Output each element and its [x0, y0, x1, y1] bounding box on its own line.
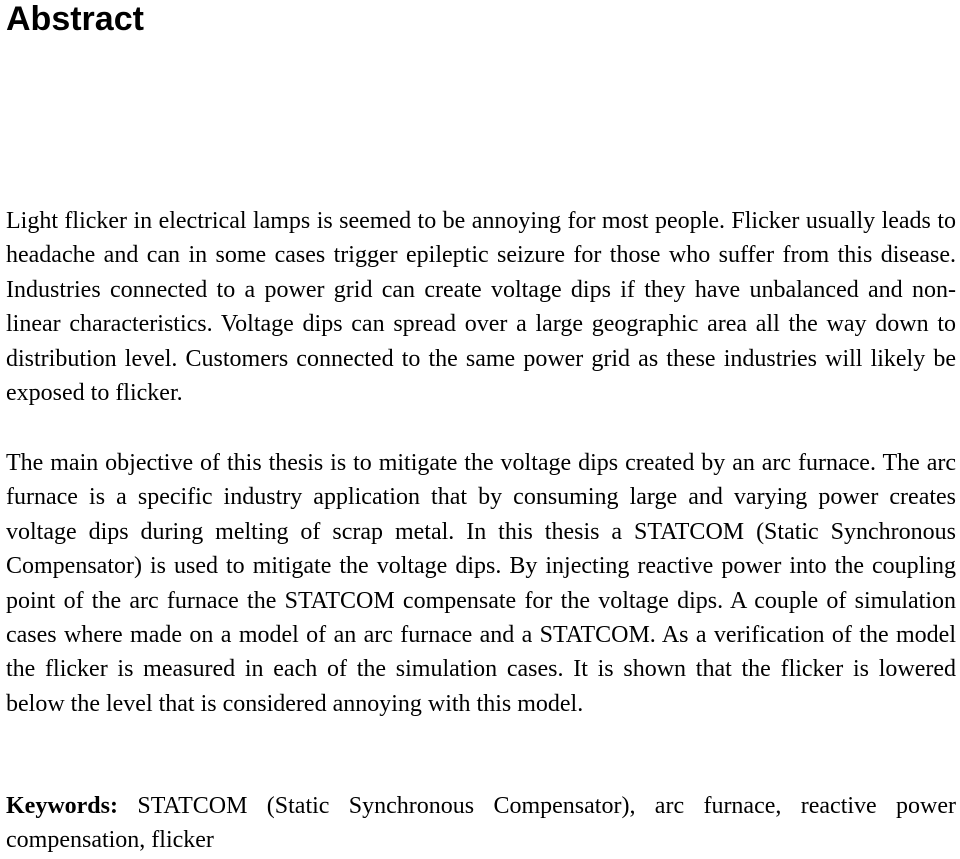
abstract-paragraph-2: The main objective of this thesis is to mitigate the voltage dips created by an arc furnace. The arc furnace is a specific industry application that by consuming large and varying power creates voltage dips during melting of scrap metal. In this thesis a STATCOM (Static Synchronous Compensator) is used to mitigate the voltage dips. By injecting reactive power into the coupling point of the arc furnace the STATCOM compensate for the voltage dips. A couple of simulation cases where made on a model of an arc furnace and a STATCOM. As a verification of the model the flicker is measured in each of the simulation cases. It is shown that the flicker is lowered below the level that is considered annoying with this model.	[6, 450, 956, 717]
keywords-paragraph	[6, 789, 956, 858]
keywords-text: STATCOM (Static Synchronous Compensator), arc furnace, reactive power compensation, flicker	[6, 793, 957, 854]
abstract-heading: Abstract	[6, 0, 144, 38]
keywords-label: Keywords:	[6, 793, 118, 819]
abstract-paragraph-1: Light flicker in electrical lamps is seemed to be annoying for most people. Flicker usually leads to headache and can in some cases trigger epileptic seizure for those who suffer from this disease. Industries connected to a power grid can create voltage dips if they have unbalanced and non-linear characteristics. Voltage dips can spread over a large geographic area all the way down to distribution level. Customers connected to the same power grid as these industries will likely be exposed to flicker.	[6, 208, 956, 407]
